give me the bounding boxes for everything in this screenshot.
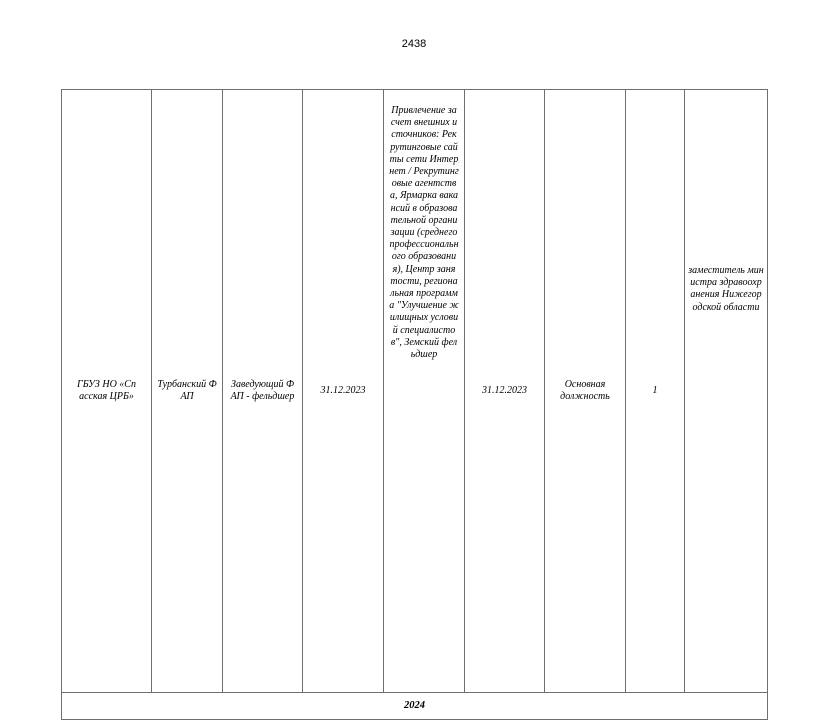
position-text: Заведующий ФАП - фельдшер bbox=[230, 378, 295, 402]
responsible-text: заместитель министра здравоохранения Нижегородской области bbox=[688, 265, 764, 313]
year-row bbox=[62, 693, 768, 720]
staffing-table bbox=[61, 89, 768, 720]
measures-text: Привлечение за счет внешних источников: Рекрутинговые сайты сети Интернет / Рекрутинговые агентства, Ярмарка вакансий в образовательной организации (среднего профессионального образования), Центр занятости, региональная программа "Улучшение жилищных условий специалистов", Земский фельдшер bbox=[389, 105, 459, 361]
table-row bbox=[62, 90, 768, 693]
responsible-cell bbox=[685, 90, 768, 693]
unit-cell bbox=[152, 90, 223, 693]
count-text: 1 bbox=[652, 384, 658, 396]
employment-type-cell bbox=[545, 90, 626, 693]
year-cell bbox=[62, 693, 768, 720]
date-end-text: 31.12.2023 bbox=[482, 384, 527, 396]
measures-cell bbox=[384, 90, 465, 693]
organization-cell bbox=[62, 90, 152, 693]
unit-text: Турбанский ФАП bbox=[157, 378, 217, 402]
date-start-text: 31.12.2023 bbox=[320, 384, 366, 396]
count-cell bbox=[626, 90, 685, 693]
position-cell bbox=[223, 90, 303, 693]
employment-type-text: Основная должность bbox=[560, 378, 610, 402]
organization-text: ГБУЗ НО «Спасская ЦРБ» bbox=[77, 378, 136, 402]
date-start-cell bbox=[303, 90, 384, 693]
year-label: 2024 bbox=[404, 699, 425, 711]
page-number: 2438 bbox=[401, 38, 427, 50]
date-end-cell bbox=[465, 90, 545, 693]
